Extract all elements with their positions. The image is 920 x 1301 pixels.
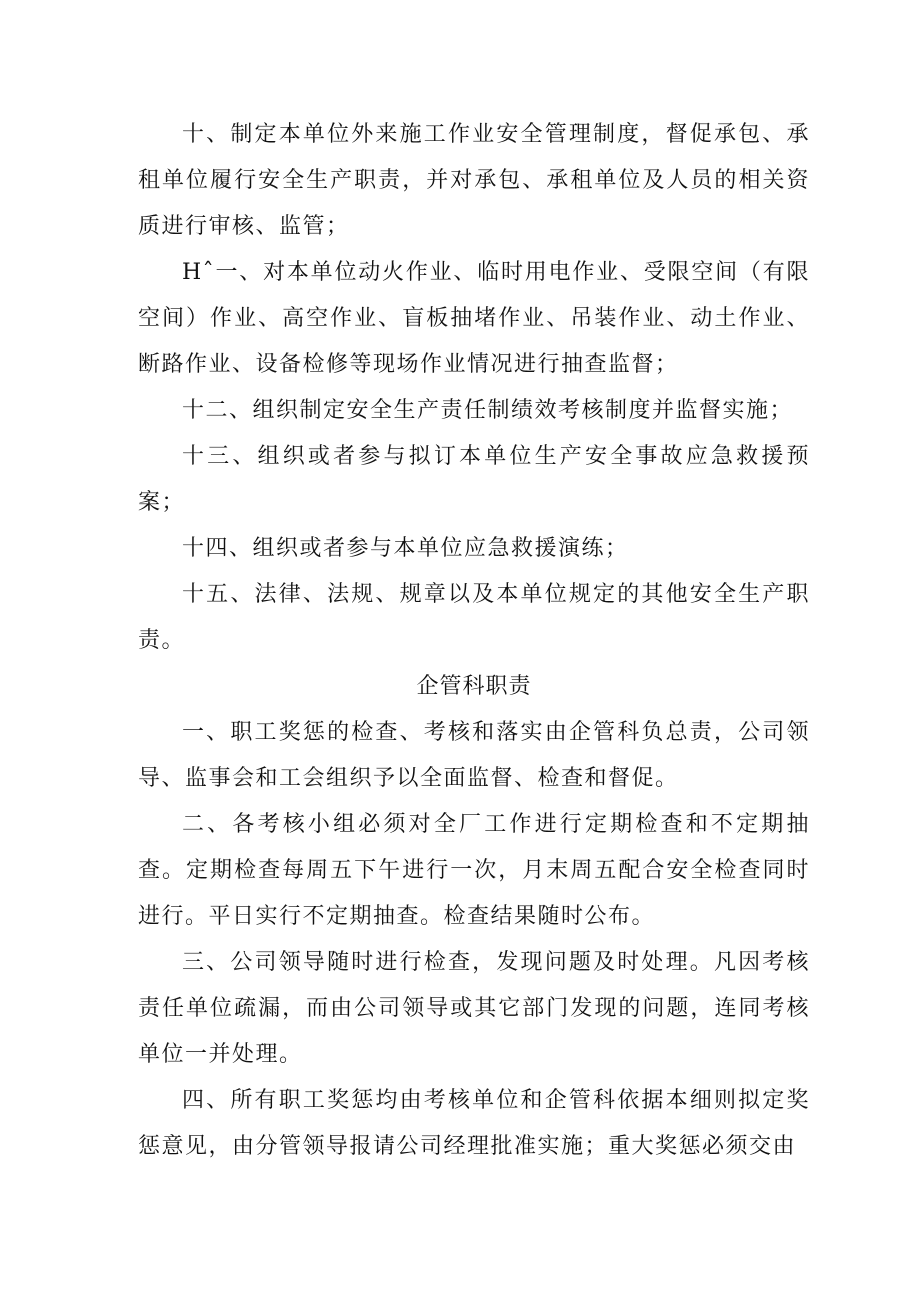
paragraph-thirteen: 十三、组织或者参与拟订本单位生产安全事故应急救援预案；	[138, 444, 810, 515]
document-page	[138, 112, 810, 1170]
paragraph-four: 四、所有职工奖惩均由考核单位和企管科依据本细则拟定奖惩意见，由分管领导报请公司经理批准实施；重大奖惩必须交由	[138, 1088, 810, 1159]
paragraph-eleven: Hˆ一、对本单位动火作业、临时用电作业、受限空间（有限空间）作业、高空作业、盲板抽堵作业、吊装作业、动土作业、断路作业、设备检修等现场作业情况进行抽查监督；	[138, 260, 810, 377]
section-heading: 企管科职责	[416, 674, 532, 699]
paragraph-one: 一、职工奖惩的检查、考核和落实由企管科负总责，公司领导、监事会和工会组织予以全面监督、检查和督促。	[138, 720, 810, 791]
paragraph-twelve: 十二、组织制定安全生产责任制绩效考核制度并监督实施；	[182, 398, 794, 423]
paragraph-ten: 十、制定本单位外来施工作业安全管理制度，督促承包、承租单位履行安全生产职责，并对承包、承租单位及人员的相关资质进行审核、监管；	[138, 122, 810, 239]
paragraph-fifteen: 十五、法律、法规、规章以及本单位规定的其他安全生产职责。	[138, 582, 810, 653]
paragraph-two: 二、各考核小组必须对全厂工作进行定期检查和不定期抽查。定期检查每周五下午进行一次，月末周五配合安全检查同时进行。平日实行不定期抽查。检查结果随时公布。	[138, 812, 810, 929]
paragraph-three: 三、公司领导随时进行检查，发现问题及时处理。凡因考核责任单位疏漏，而由公司领导或其它部门发现的问题，连同考核单位一并处理。	[138, 950, 810, 1067]
paragraph-fourteen: 十四、组织或者参与本单位应急救援演练；	[182, 536, 629, 561]
